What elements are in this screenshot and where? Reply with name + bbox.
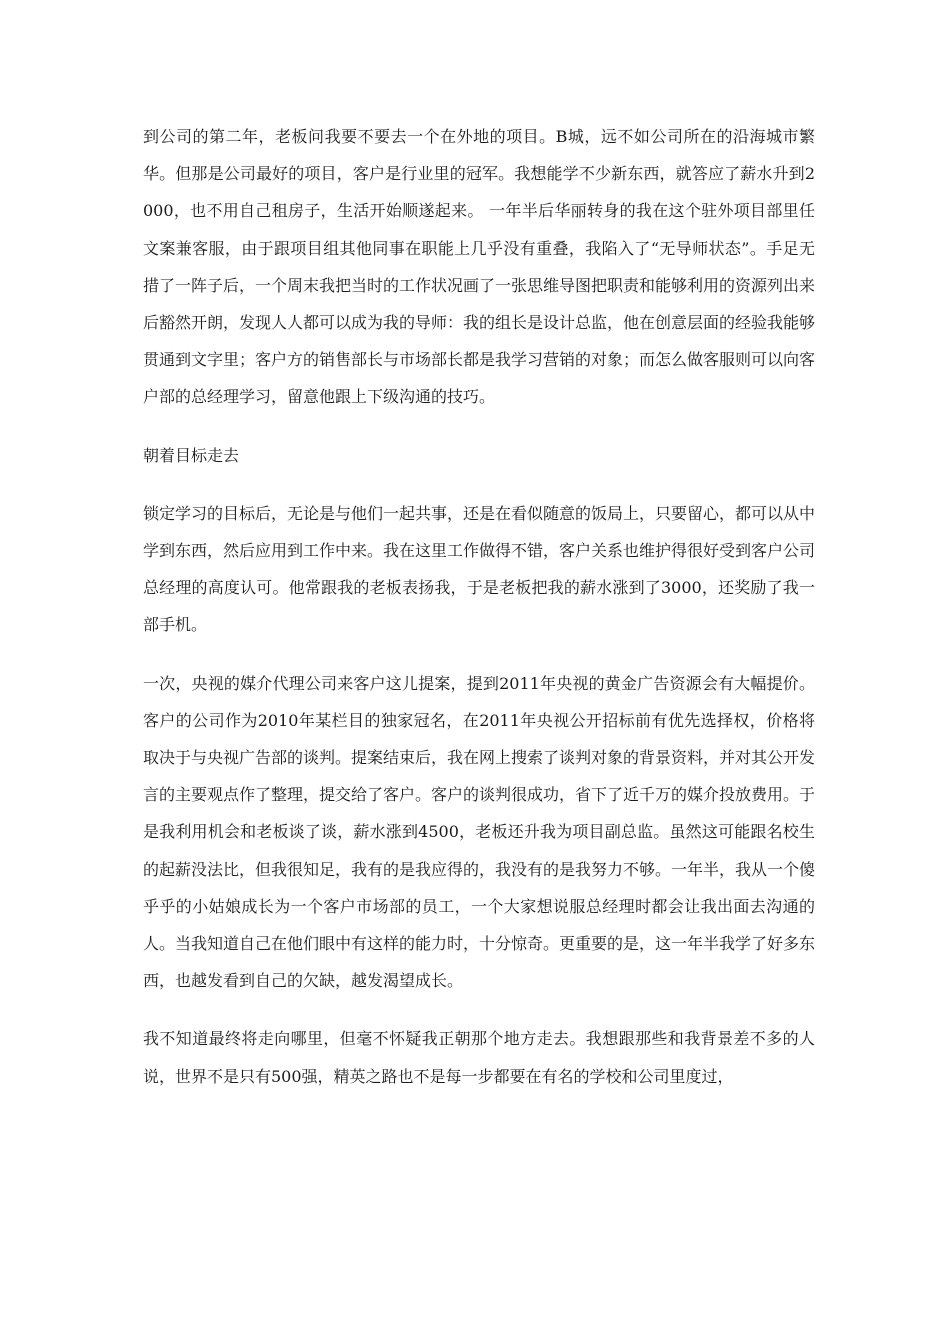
- section-heading: 朝着目标走去: [143, 445, 240, 465]
- paragraph-learning-goal: 锁定学习的目标后，无论是与他们一起共事，还是在看似随意的饭局上，只要留心，都可以从中学到东西，然后应用到工作中来。我在这里工作做得不错，客户关系也维护得很好受到客户公司总经理的高度认可。他常跟我的老板表扬我，于是老板把我的薪水涨到了3000，还奖励了我一部手机。: [143, 503, 816, 635]
- paragraph-cctv-negotiation: 一次，央视的媒介代理公司来客户这儿提案，提到2011年央视的黄金广告资源会有大幅提价。客户的公司作为2010年某栏目的独家冠名，在2011年央视公开招标前有优先选择权，价格将取决于与央视广告部的谈判。提案结束后，我在网上搜索了谈判对象的背景资料，并对其公开发言的主要观点作了整理，提交给了客户。客户的谈判很成功，省下了近千万的媒介投放费用。于是我利用机会和老板谈了谈，薪水涨到4500，老板还升我为项目副总监。虽然这可能跟名校生的起薪没法比，但我很知足，我有的是我应得的，我没有的是我努力不够。一年半，我从一个傻乎乎的小姑娘成长为一个客户市场部的员工，一个大家想说服总经理时都会让我出面去沟通的人。当我知道自己在他们眼中有这样的能力时，十分惊奇。更重要的是，这一年半我学了好多东西，也越发看到自己的欠缺，越发渴望成长。: [143, 673, 816, 991]
- paragraph-conclusion: 我不知道最终将走向哪里，但毫不怀疑我正朝那个地方走去。我想跟那些和我背景差不多的人说，世界不是只有500强，精英之路也不是每一步都要在有名的学校和公司里度过，: [143, 1029, 815, 1086]
- document-body: [143, 118, 815, 1095]
- paragraph-intro: 到公司的第二年，老板问我要不要去一个在外地的项目。B城，远不如公司所在的沿海城市繁华。但那是公司最好的项目，客户是行业里的冠军。我想能学不少新东西，就答应了薪水升到2000，也不用自己租房子，生活开始顺遂起来。 一年半后华丽转身的我在这个驻外项目部里任文案兼客服，由于跟项目组其他同事在职能上几乎没有重叠，我陷入了“无导师状态”。手足无措了一阵子后，一个周末我把当时的工作状况画了一张思维导图把职责和能够利用的资源列出来后豁然开朗，发现人人都可以成为我的导师：我的组长是设计总监，他在创意层面的经验我能够贯通到文字里；客户方的销售部长与市场部长都是我学习营销的对象；而怎么做客服则可以向客户部的总经理学习，留意他跟上下级沟通的技巧。: [143, 127, 816, 407]
